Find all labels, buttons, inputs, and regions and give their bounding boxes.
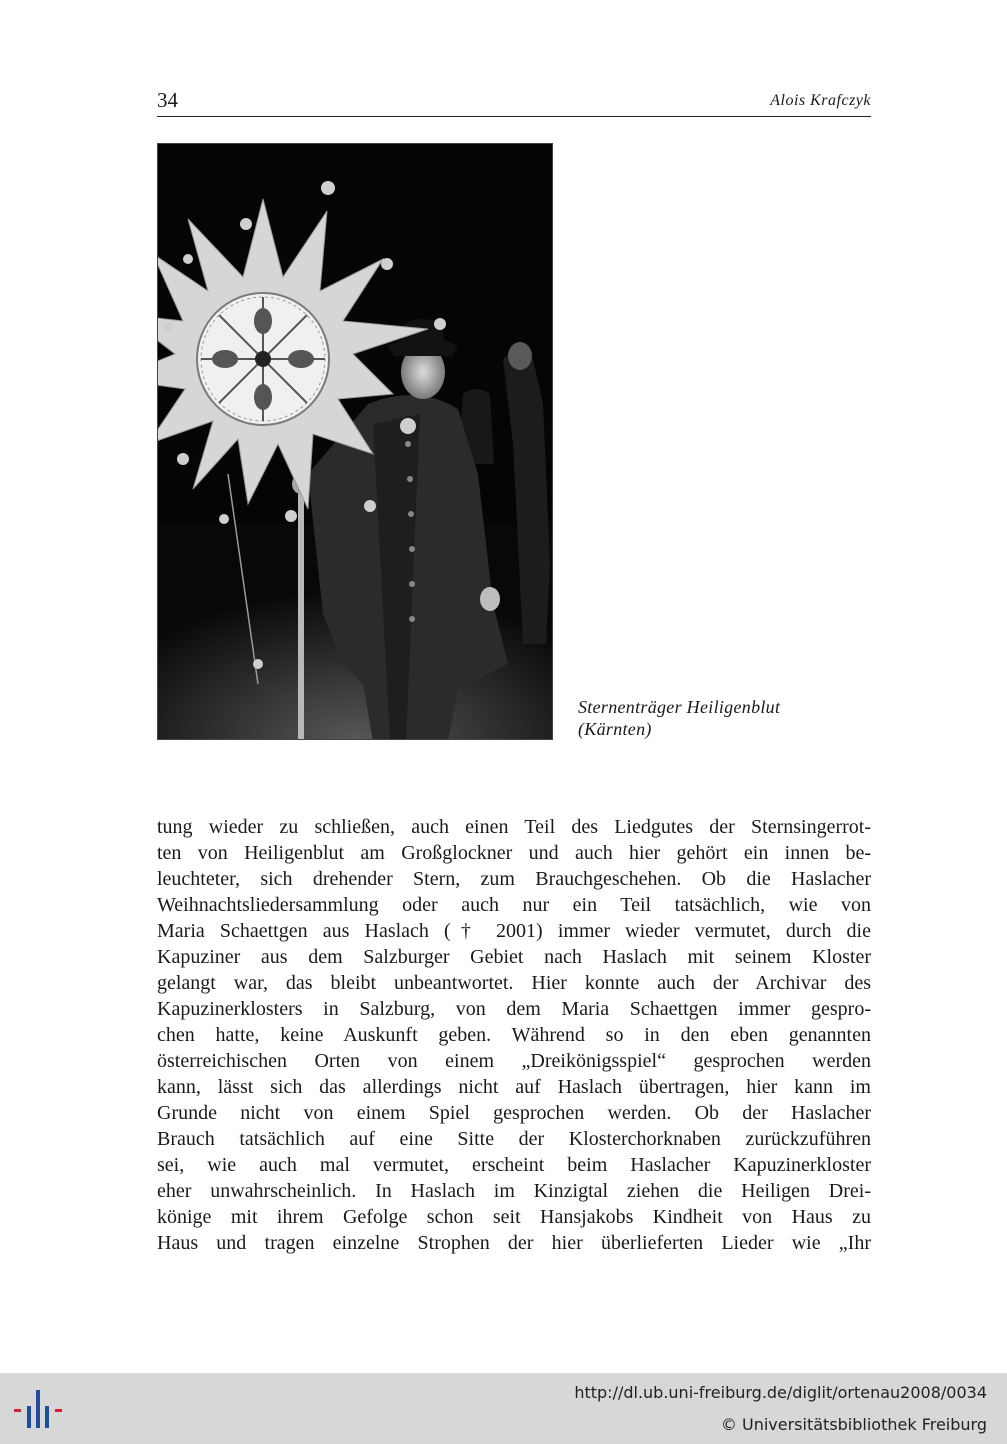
text-line: Weihnachtsliedersammlung oder auch nur ein Teil tatsächlich, wie von — [157, 894, 871, 916]
page-header — [157, 88, 871, 117]
text-line: gelangt war, das bleibt unbeantwortet. Hier konnte auch der Archivar des — [157, 972, 871, 994]
text-line: Haus und tragen einzelne Strophen der hier überlieferten Lieder wie „Ihr — [157, 1232, 871, 1254]
body-paragraph — [157, 814, 871, 1256]
photo-star-bearer — [157, 143, 553, 740]
text-line: chen hatte, keine Auskunft geben. Während so in den eben genannten — [157, 1024, 871, 1046]
text-line: könige mit ihrem Gefolge schon seit Hansjakobs Kindheit von Haus zu — [157, 1206, 871, 1228]
text-line: kann, lässt sich das allerdings nicht auf Haslach übertragen, hier kann im — [157, 1076, 871, 1098]
figure-caption — [578, 696, 838, 740]
text-line: leuchteter, sich drehender Stern, zum Brauchgeschehen. Ob die Haslacher — [157, 868, 871, 890]
copyright-notice: © Universitätsbibliothek Freiburg — [720, 1415, 987, 1434]
text-line: Kapuziner aus dem Salzburger Gebiet nach Haslach mit seinem Kloster — [157, 946, 871, 968]
page-number: 34 — [157, 88, 178, 112]
text-line: österreichischen Orten von einem „Dreikönigsspiel“ gesprochen werden — [157, 1050, 871, 1072]
text-line: Kapuzinerklosters in Salzburg, von dem Maria Schaettgen immer gespro- — [157, 998, 871, 1020]
text-line: sei, wie auch mal vermutet, erscheint beim Haslacher Kapuzinerkloster — [157, 1154, 871, 1176]
caption-line: Sternenträger Heiligenblut — [578, 697, 781, 717]
ub-freiburg-logo-icon — [12, 1386, 64, 1432]
footer-bar — [0, 1373, 1007, 1444]
text-line: Brauch tatsächlich auf eine Sitte der Klosterchorknaben zurückzuführen — [157, 1128, 871, 1150]
source-url-link[interactable]: http://dl.ub.uni-freiburg.de/diglit/ortenau2008/0034 — [574, 1383, 987, 1402]
text-line: Maria Schaettgen aus Haslach († 2001) immer wieder vermutet, durch die — [157, 920, 871, 942]
running-head-author: Alois Krafczyk — [770, 92, 871, 109]
text-line: tung wieder zu schließen, auch einen Teil des Liedgutes der Sternsingerrot- — [157, 816, 871, 838]
text-line: eher unwahrscheinlich. In Haslach im Kinzigtal ziehen die Heiligen Drei- — [157, 1180, 871, 1202]
caption-line: (Kärnten) — [578, 719, 652, 739]
text-line: Grunde nicht von einem Spiel gesprochen werden. Ob der Haslacher — [157, 1102, 871, 1124]
text-line: ten von Heiligenblut am Großglockner und auch hier gehört ein innen be- — [157, 842, 871, 864]
